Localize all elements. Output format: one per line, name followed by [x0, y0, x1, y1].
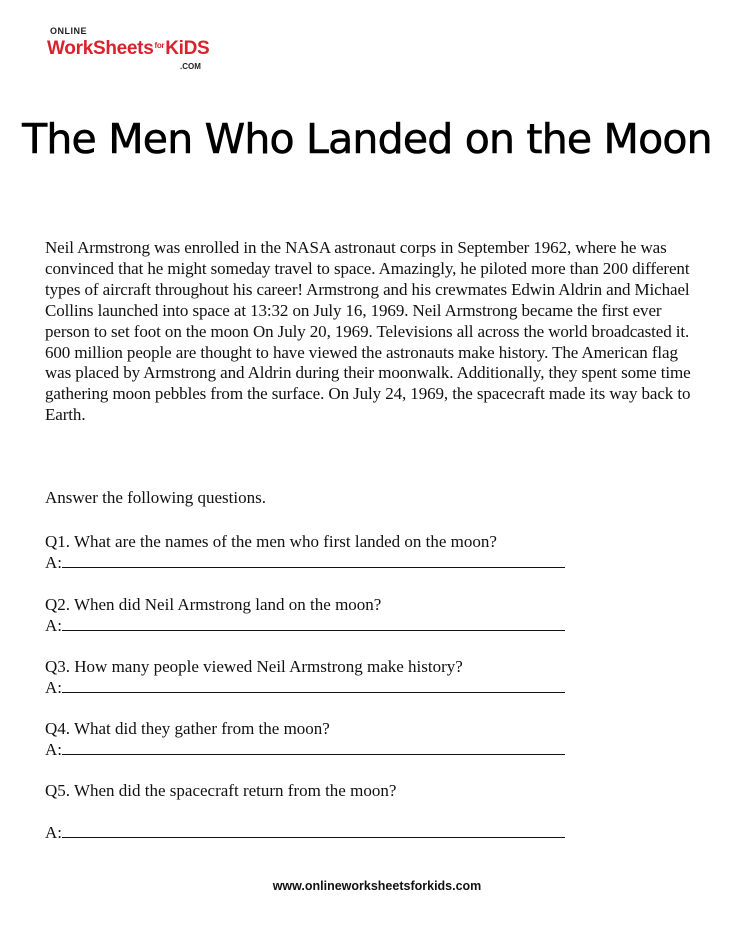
answer-line — [45, 739, 685, 760]
logo-for-text: for — [154, 41, 165, 50]
reading-passage: Neil Armstrong was enrolled in the NASA astronaut corps in September 1962, where he was convinced that he might someday travel to space. Amazingly, he piloted more than 200 different types of aircraft throughout his career! Armstrong and his crewmates Edwin Aldrin and Michael Collins launched into space at 13:32 on July 16, 1969. Neil Armstrong became the first ever person to set foot on the moon On July 20, 1969. Televisions all across the world broadcasted it. 600 million people are thought to have viewed the astronauts make history. The American flag was placed by Armstrong and Aldrin during their moonwalk. Additionally, they spent some time gathering moon pebbles from the surface. On July 24, 1969, the spacecraft made its way back to Earth. — [45, 238, 691, 425]
question-5 — [45, 780, 685, 801]
question-3 — [45, 656, 685, 698]
question-text: Q2. When did Neil Armstrong land on the moon? — [45, 595, 382, 614]
answer-label: A: — [45, 553, 62, 572]
answer-label: A: — [45, 616, 62, 635]
instructions: Answer the following questions. — [45, 488, 266, 507]
answer-blank[interactable] — [62, 691, 565, 693]
question-2 — [45, 594, 685, 636]
logo-online-text: ONLINE — [50, 26, 88, 36]
answer-label: A: — [45, 678, 62, 697]
question-text: Q1. What are the names of the men who first landed on the moon? — [45, 532, 497, 551]
answer-line — [45, 677, 685, 698]
logo-com-text: .COM — [180, 62, 201, 71]
logo-kids-text: KiDS — [165, 38, 210, 59]
page-title: The Men Who Landed on the Moon — [22, 115, 712, 163]
question-4 — [45, 718, 685, 760]
answer-blank[interactable] — [62, 629, 565, 631]
logo-worksheets-text: WorkSheets — [47, 38, 154, 59]
question-text: Q4. What did they gather from the moon? — [45, 719, 330, 738]
answer-label: A: — [45, 740, 62, 759]
answer-blank[interactable] — [62, 753, 565, 755]
question-1 — [45, 531, 685, 573]
answer-blank[interactable] — [62, 566, 565, 568]
logo-wordmark — [47, 38, 209, 60]
answer-line — [45, 552, 685, 573]
question-5-answer — [45, 822, 685, 843]
site-logo — [47, 26, 217, 78]
answer-line — [45, 615, 685, 636]
answer-blank[interactable] — [62, 836, 565, 838]
answer-line — [45, 822, 685, 843]
question-text: Q5. When did the spacecraft return from the moon? — [45, 781, 397, 800]
answer-label: A: — [45, 823, 62, 842]
question-text: Q3. How many people viewed Neil Armstrong make history? — [45, 657, 463, 676]
footer-url[interactable]: www.onlineworksheetsforkids.com — [272, 879, 482, 893]
